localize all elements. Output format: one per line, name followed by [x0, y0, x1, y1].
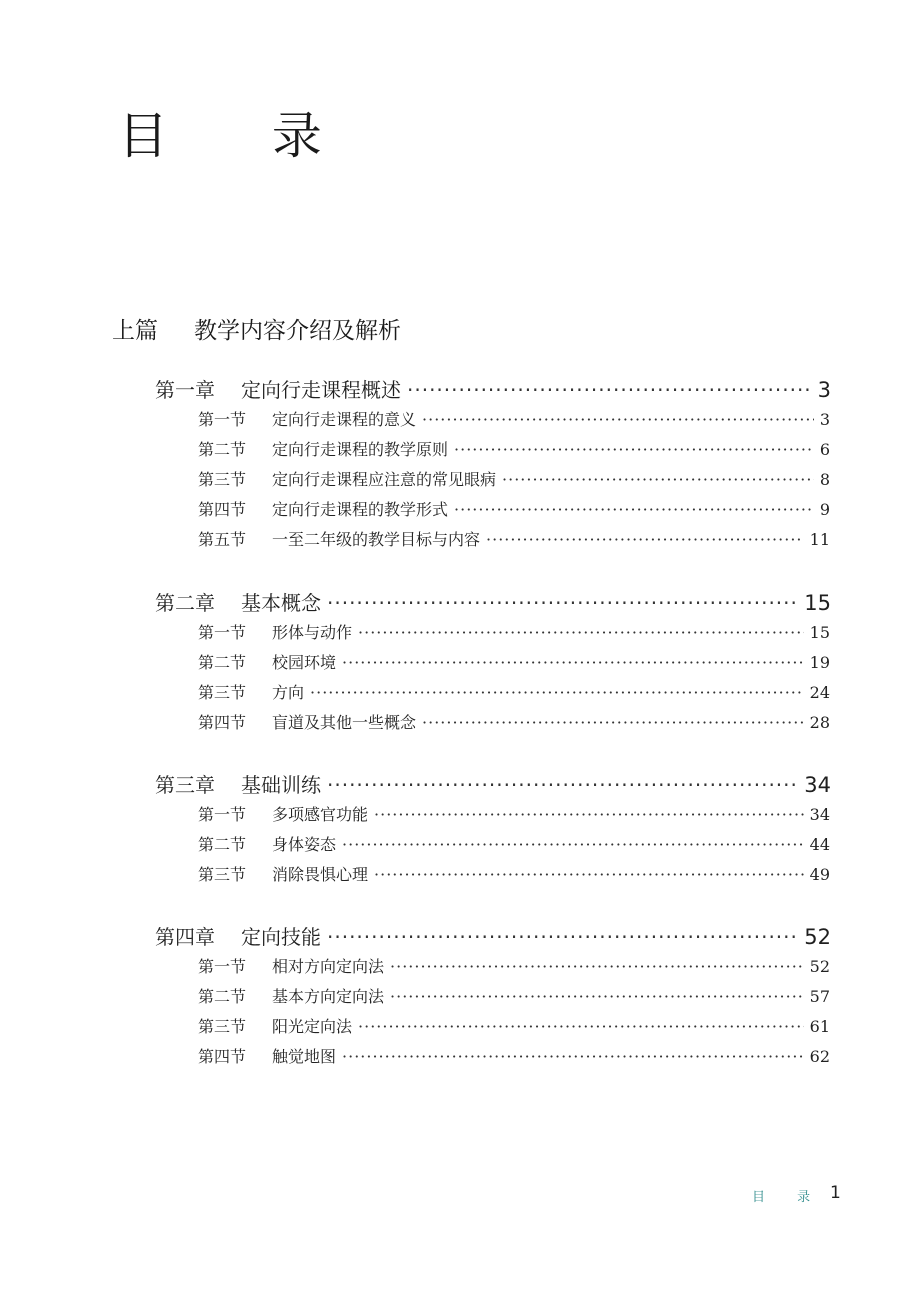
section-number: 第二节 [198, 653, 247, 672]
section-title: 定向行走课程的教学形式 [272, 500, 449, 519]
toc-section[interactable] [198, 620, 830, 643]
dot-leader [358, 1017, 804, 1036]
toc-section[interactable] [198, 497, 830, 520]
dot-leader [407, 378, 812, 402]
toc-chapter-4[interactable] [155, 921, 831, 950]
chapter-number: 第四章 [155, 925, 215, 949]
section-title: 定向行走课程应注意的常见眼病 [272, 470, 497, 489]
chapter-page: 34 [804, 773, 831, 797]
section-number: 第一节 [198, 623, 247, 642]
section-number: 第一节 [198, 957, 247, 976]
dot-leader [486, 530, 804, 549]
toc-chapter-1[interactable] [155, 374, 831, 403]
dot-leader [327, 773, 798, 797]
section-page: 44 [809, 835, 830, 854]
section-title: 一至二年级的教学目标与内容 [272, 530, 481, 549]
chapter-title: 基本概念 [241, 591, 321, 615]
toc-section[interactable] [198, 650, 830, 673]
section-page: 62 [809, 1047, 830, 1066]
toc-section[interactable] [198, 954, 830, 977]
footer-running-title: 目 录 [752, 1190, 825, 1205]
section-number: 第三节 [198, 470, 247, 489]
section-page: 9 [819, 500, 830, 519]
section-page: 3 [819, 410, 830, 429]
chapter-page: 15 [804, 591, 831, 615]
section-page: 61 [809, 1017, 830, 1036]
section-title: 身体姿态 [272, 835, 337, 854]
dot-leader [422, 713, 804, 732]
part-title: 教学内容介绍及解析 [194, 318, 401, 344]
section-title: 阳光定向法 [272, 1017, 353, 1036]
toc-section[interactable] [198, 1044, 830, 1067]
section-title: 触觉地图 [272, 1047, 337, 1066]
chapter-title: 定向行走课程概述 [241, 378, 401, 402]
chapter-title: 定向技能 [241, 925, 321, 949]
section-title: 校园环境 [272, 653, 337, 672]
section-title: 定向行走课程的意义 [272, 410, 417, 429]
section-number: 第二节 [198, 835, 247, 854]
toc-section[interactable] [198, 407, 830, 430]
dot-leader [374, 805, 804, 824]
toc-section[interactable] [198, 1014, 830, 1037]
section-page: 8 [819, 470, 830, 489]
chapter-title: 基础训练 [241, 773, 321, 797]
dot-leader [390, 987, 804, 1006]
toc-section[interactable] [198, 467, 830, 490]
toc-section[interactable] [198, 680, 830, 703]
section-number: 第二节 [198, 987, 247, 1006]
section-title: 形体与动作 [272, 623, 353, 642]
section-page: 11 [809, 530, 830, 549]
section-page: 52 [809, 957, 830, 976]
chapter-page: 3 [817, 378, 831, 402]
dot-leader [422, 410, 814, 429]
section-number: 第四节 [198, 500, 247, 519]
dot-leader [342, 653, 804, 672]
section-title: 相对方向定向法 [272, 957, 385, 976]
section-title: 多项感官功能 [272, 805, 369, 824]
section-title: 基本方向定向法 [272, 987, 385, 1006]
section-number: 第四节 [198, 1047, 247, 1066]
toc-section[interactable] [198, 437, 830, 460]
section-page: 57 [809, 987, 830, 1006]
dot-leader [390, 957, 804, 976]
section-number: 第三节 [198, 683, 247, 702]
chapter-number: 第三章 [155, 773, 215, 797]
section-title: 盲道及其他一些概念 [272, 713, 417, 732]
dot-leader [374, 865, 804, 884]
dot-leader [502, 470, 814, 489]
section-page: 24 [809, 683, 830, 702]
section-page: 28 [809, 713, 830, 732]
toc-section[interactable] [198, 832, 830, 855]
dot-leader [327, 925, 798, 949]
toc-chapter-3[interactable] [155, 769, 831, 798]
dot-leader [454, 440, 814, 459]
section-number: 第一节 [198, 410, 247, 429]
toc-section[interactable] [198, 984, 830, 1007]
section-page: 49 [809, 865, 830, 884]
section-number: 第四节 [198, 713, 247, 732]
part-label: 上篇 [112, 318, 158, 344]
toc-chapter-2[interactable] [155, 587, 831, 616]
toc-section[interactable] [198, 710, 830, 733]
section-number: 第二节 [198, 440, 247, 459]
page-title: 目 录 [118, 107, 366, 165]
section-title: 消除畏惧心理 [272, 865, 369, 884]
section-number: 第三节 [198, 865, 247, 884]
section-title: 定向行走课程的教学原则 [272, 440, 449, 459]
dot-leader [342, 1047, 804, 1066]
chapter-number: 第二章 [155, 591, 215, 615]
section-page: 19 [809, 653, 830, 672]
dot-leader [327, 591, 798, 615]
section-page: 15 [809, 623, 830, 642]
chapter-page: 52 [804, 925, 831, 949]
toc-section[interactable] [198, 527, 830, 550]
section-page: 6 [819, 440, 830, 459]
dot-leader [454, 500, 814, 519]
chapter-number: 第一章 [155, 378, 215, 402]
section-title: 方向 [272, 683, 305, 702]
footer-page-number: 1 [830, 1183, 841, 1203]
section-number: 第三节 [198, 1017, 247, 1036]
toc-section[interactable] [198, 802, 830, 825]
toc-section[interactable] [198, 862, 830, 885]
dot-leader [310, 683, 804, 702]
section-page: 34 [809, 805, 830, 824]
section-number: 第一节 [198, 805, 247, 824]
dot-leader [342, 835, 804, 854]
part-heading [112, 312, 401, 345]
dot-leader [358, 623, 804, 642]
section-number: 第五节 [198, 530, 247, 549]
